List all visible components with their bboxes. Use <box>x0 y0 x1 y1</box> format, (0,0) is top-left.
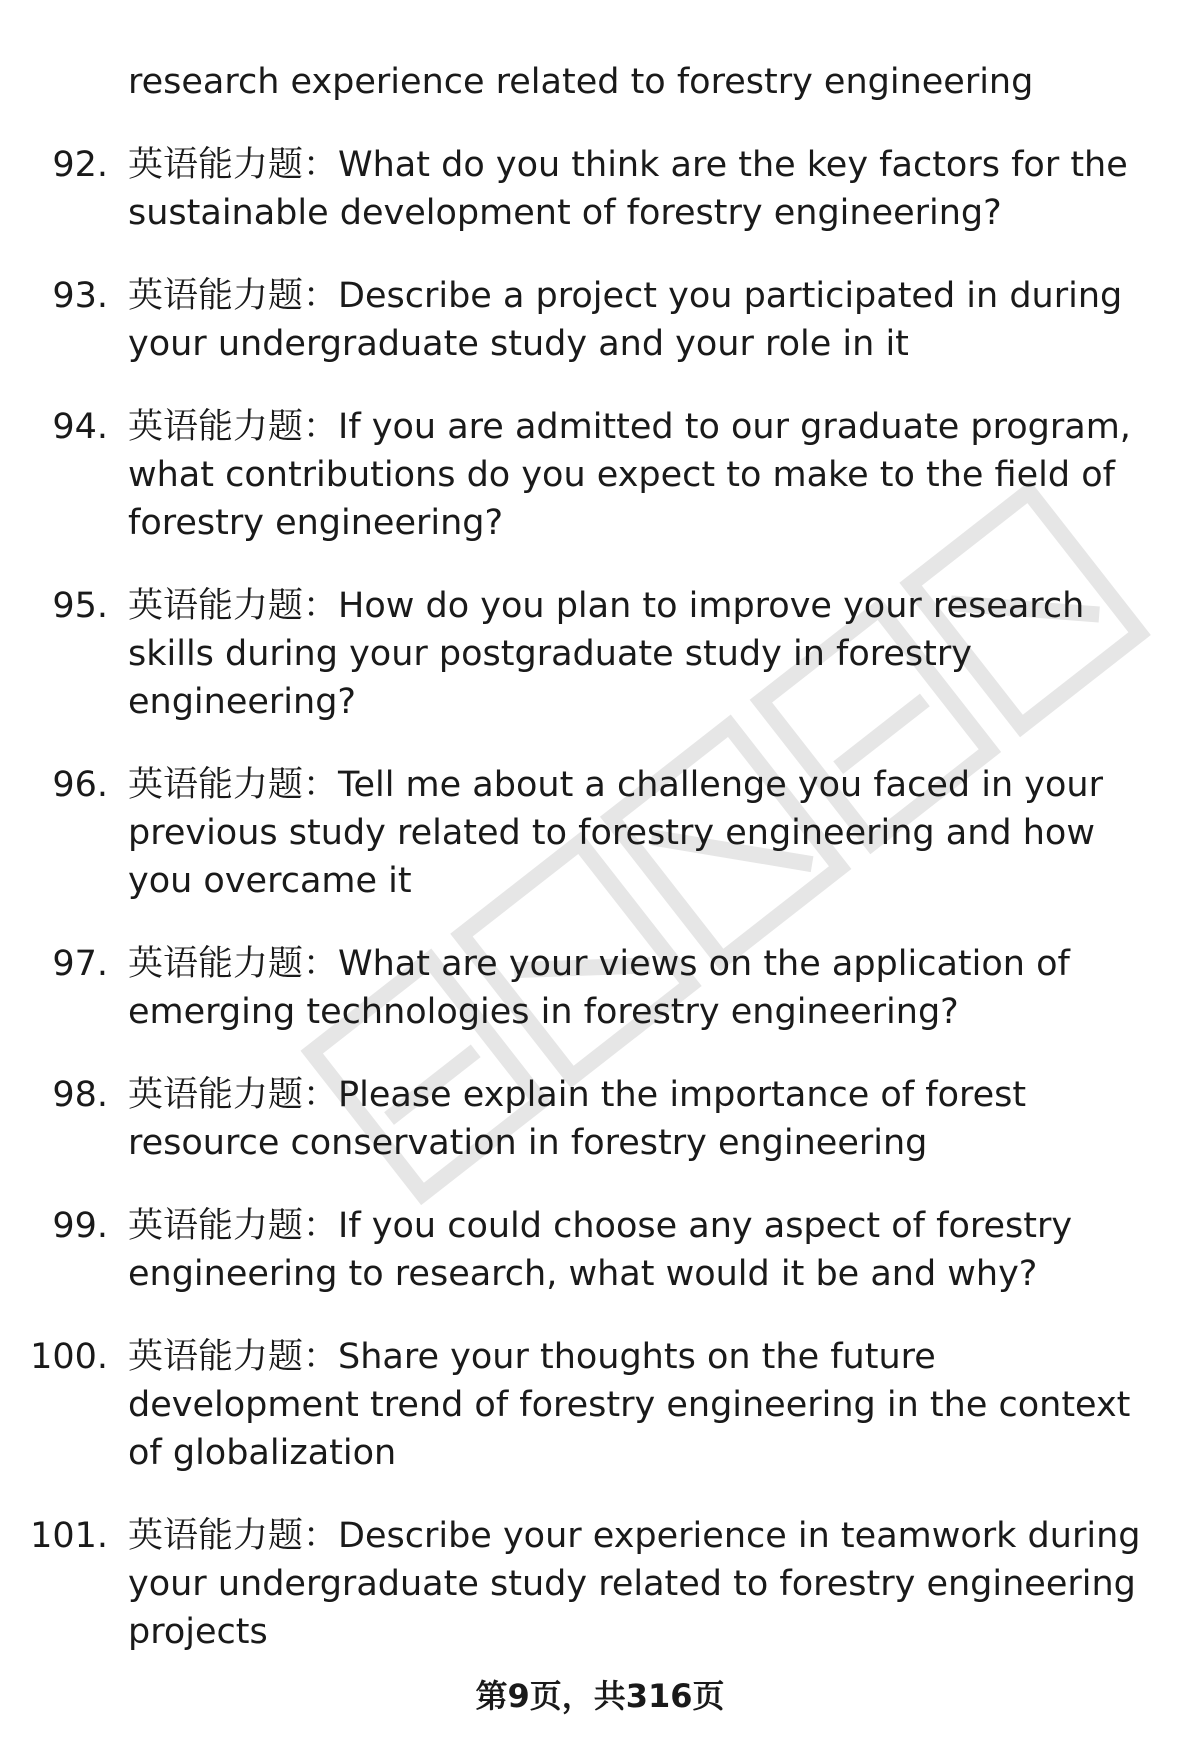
question-number: 95. <box>52 586 108 626</box>
question-text: Please explain the importance of forest resource conservation in forestry engineering <box>128 1075 1027 1163</box>
question-item <box>0 272 1200 368</box>
question-item <box>0 761 1200 905</box>
question-item <box>0 940 1200 1036</box>
question-item <box>0 403 1200 547</box>
question-tag: 英语能力题： <box>128 944 339 984</box>
question-number: 92. <box>52 145 108 185</box>
question-list <box>0 141 1200 1691</box>
question-tag: 英语能力题： <box>128 276 339 316</box>
question-text: Tell me about a challenge you faced in your previous study related to forestry engineering and how you overcame it <box>128 765 1103 901</box>
question-tag: 英语能力题： <box>128 1206 339 1246</box>
question-item <box>0 582 1200 726</box>
question-text: If you could choose any aspect of forestry engineering to research, what would it be and why? <box>128 1206 1073 1294</box>
question-tag: 英语能力题： <box>128 586 339 626</box>
question-text: Describe a project you participated in during your undergraduate study and your role in it <box>128 276 1123 364</box>
question-tag: 英语能力题： <box>128 1337 339 1377</box>
question-text: What do you think are the key factors for the sustainable development of forestry engineering? <box>128 145 1128 233</box>
question-item <box>0 1333 1200 1477</box>
question-tag: 英语能力题： <box>128 1075 339 1115</box>
question-tag: 英语能力题： <box>128 1516 339 1556</box>
question-text: How do you plan to improve your research skills during your postgraduate study in forestry engineering? <box>128 586 1085 722</box>
question-number: 94. <box>52 407 108 447</box>
question-number: 100. <box>30 1337 108 1377</box>
question-tag: 英语能力题： <box>128 765 339 805</box>
question-number: 97. <box>52 944 108 984</box>
question-item <box>0 1512 1200 1656</box>
question-number: 96. <box>52 765 108 805</box>
question-item <box>0 1071 1200 1167</box>
question-number: 98. <box>52 1075 108 1115</box>
question-text: If you are admitted to our graduate program, what contributions do you expect to make to the field of forestry engineering? <box>128 407 1131 543</box>
question-number: 93. <box>52 276 108 316</box>
page-footer: 第9页，共316页 <box>475 1677 725 1715</box>
continuation-text: research experience related to forestry engineering <box>128 62 1034 102</box>
question-text: Describe your experience in teamwork during your undergraduate study related to forestry engineering projects <box>128 1516 1141 1652</box>
question-item <box>0 1202 1200 1298</box>
question-number: 101. <box>30 1516 108 1556</box>
question-item <box>0 141 1200 237</box>
question-number: 99. <box>52 1206 108 1246</box>
question-text: What are your views on the application of emerging technologies in forestry engineering? <box>128 944 1070 1032</box>
question-tag: 英语能力题： <box>128 145 339 185</box>
question-tag: 英语能力题： <box>128 407 339 447</box>
question-text: Share your thoughts on the future development trend of forestry engineering in the context of globalization <box>128 1337 1131 1473</box>
